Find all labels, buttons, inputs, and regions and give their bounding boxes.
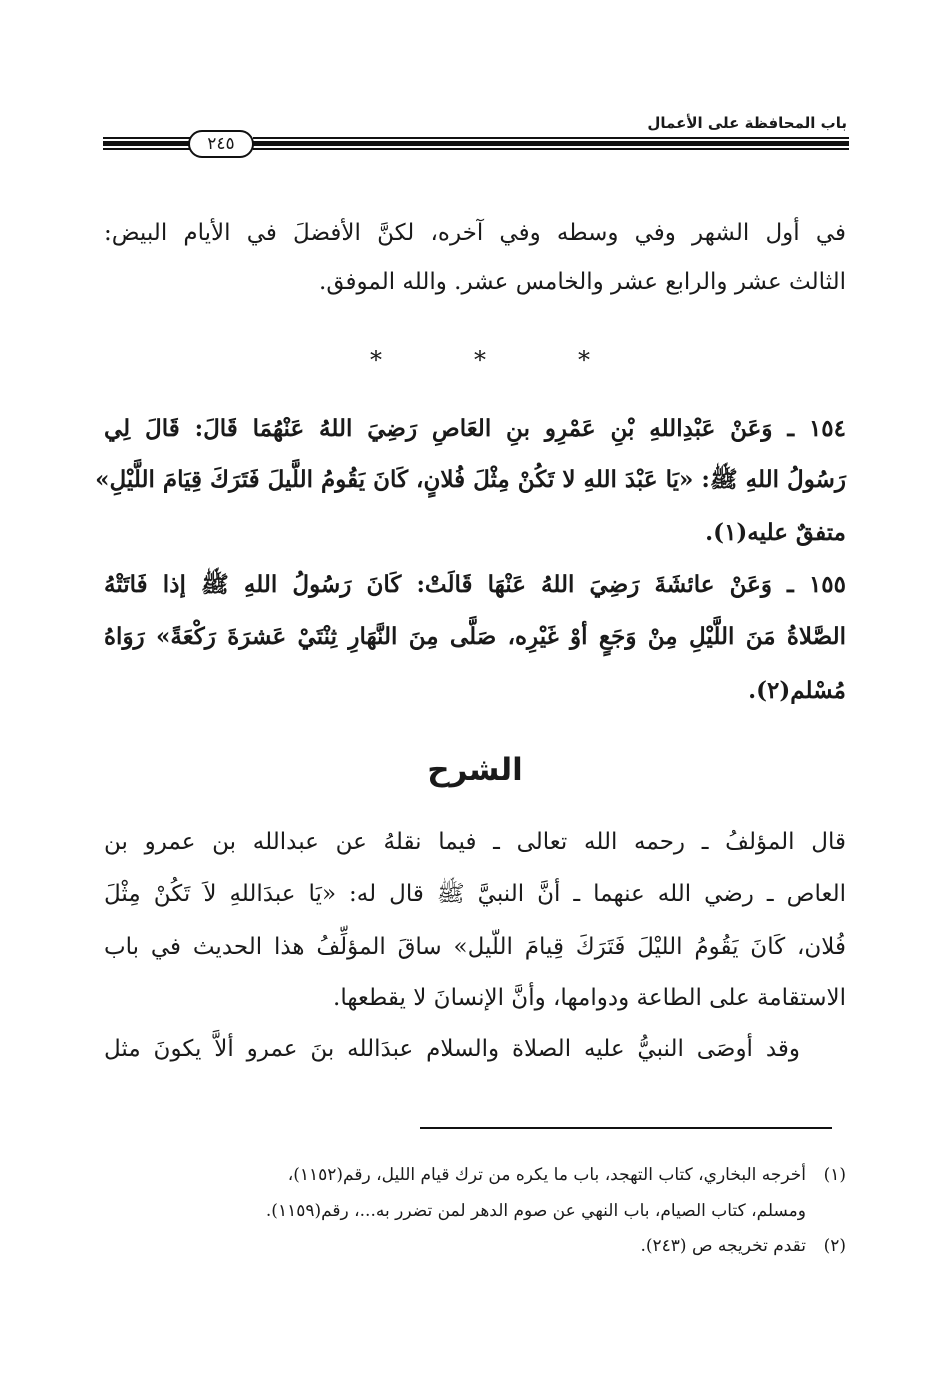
- commentary-line: فُلان، كَانَ يَقُومُ الليْلَ فَتَرَكَ قِيامَ اللّيل» ساقَ المؤلِّفُ هذا الحديث في باب: [104, 934, 846, 960]
- separator-star: *: [370, 346, 382, 374]
- intro-line: الثالث عشر والرابع عشر والخامس عشر. والله الموفق.: [319, 269, 846, 295]
- separator-star: *: [578, 346, 590, 374]
- running-title: باب المحافظة على الأعمال: [647, 114, 847, 132]
- commentary-line: قال المؤلفُ ـ رحمه الله تعالى ـ فيما نقلهُ عن عبدالله بن عمرو بن: [104, 829, 846, 855]
- commentary-line: العاص ـ رضي الله عنهما ـ أنَّ النبيَّ ﷺ قال له: «يَا عبدَاللهِ لاَ تَكُنْ مِثْلَ: [104, 881, 846, 907]
- header-rule-right: [253, 137, 849, 151]
- header-rule-left: [103, 137, 191, 151]
- footnote: [104, 1234, 846, 1258]
- footnote-text: تقدم تخريجه ص (٢٤٣).: [640, 1236, 806, 1256]
- hadith-155-line: مُسْلم(٢).: [748, 677, 846, 704]
- footnote-number: (٢): [823, 1236, 846, 1256]
- hadith-154-line: ١٥٤ ـ وَعَنْ عَبْدِاللهِ بْنِ عَمْرِو بنِ العَاصِ رَضِيَ اللهُ عَنْهُمَا قَالَ: قَالَ لِي: [104, 415, 846, 442]
- footnote-continuation: ومسلم، كتاب الصيام، باب النهي عن صوم الدهر لمن تضرر به...، رقم(١١٥٩).: [265, 1201, 806, 1221]
- footnote-text: أخرجه البخاري، كتاب التهجد، باب ما يكره من ترك قيام الليل، رقم(١١٥٢)،: [287, 1165, 806, 1185]
- section-heading: الشرح: [427, 752, 523, 788]
- footnote: [104, 1163, 846, 1187]
- hadith-154-line: متفقٌ عليه(١).: [705, 519, 846, 546]
- section-separator: [370, 346, 590, 374]
- commentary-line: الاستقامة على الطاعة ودوامها، وأنَّ الإنسانَ لا يقطعها.: [333, 985, 846, 1011]
- page-number-badge: [188, 130, 254, 158]
- hadith-155-line: ١٥٥ ـ وَعَنْ عائشَةَ رَضِيَ اللهُ عَنْهَا قَالَتْ: كَانَ رَسُولُ اللهِ ﷺ إذا فَاتَتْهُ: [104, 571, 846, 598]
- commentary-line: وقد أوصَى النبيُّ عليه الصلاة والسلام عبدَالله بنَ عمرو ألاَّ يكونَ مثل: [104, 1036, 800, 1062]
- separator-star: *: [474, 346, 486, 374]
- footnote-number: (١): [823, 1165, 846, 1185]
- hadith-154-line: رَسُولُ اللهِ ﷺ: «يَا عَبْدَ اللهِ لا تَكُنْ مِثْلَ فُلانٍ، كَانَ يَقُومُ اللَّيلَ فَتَرَكَ قِيَامَ اللَّيْلِ»: [95, 466, 846, 493]
- intro-line: في أول الشهر وفي وسطه وفي آخره، لكنَّ الأفضلَ في الأيام البيض:: [104, 220, 846, 246]
- footnote-divider: [420, 1127, 832, 1129]
- page-number: ٢٤٥: [207, 134, 235, 154]
- hadith-155-line: الصَّلاةُ مَنَ اللَّيْلِ مِنْ وَجَعٍ أوْ غَيْرِه، صَلَّى مِنَ النَّهَارِ ثِنْتَيْ عَشرَةَ رَكْعَةً» رَوَاهُ: [104, 623, 846, 650]
